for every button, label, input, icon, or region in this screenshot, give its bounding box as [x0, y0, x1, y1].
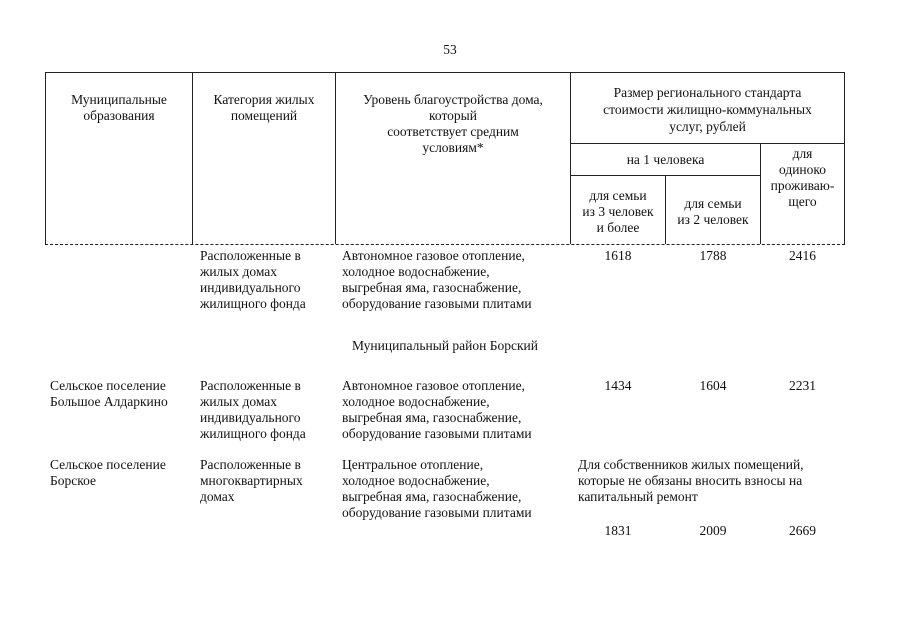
row-category: Расположенные в многоквартирных домах — [200, 457, 303, 504]
row-value-family2: 2009 — [699, 523, 727, 538]
row-municipal: Сельское поселение Большое Алдаркино — [50, 378, 168, 409]
row-value-single: 2231 — [789, 378, 816, 393]
header-municipal: Муниципальные образования — [71, 92, 167, 123]
row-value-family3: 1618 — [604, 248, 632, 263]
row-category: Расположенные в жилых домах индивидуального жилищного фонда — [200, 378, 306, 441]
page-number: 53 — [443, 42, 457, 57]
row-value-family3: 1434 — [604, 378, 632, 393]
row-level: Центральное отопление, холодное водоснабжение, выгребная яма, газоснабжение, оборудование газовыми плитами — [342, 457, 532, 520]
row-value-family2: 1604 — [699, 378, 727, 393]
row-note: Для собственников жилых помещений, которые не обязаны вносить взносы на капитальный ремонт — [578, 457, 804, 504]
header-per-person: на 1 человека — [626, 152, 705, 167]
row-value-family2: 1788 — [699, 248, 727, 263]
header-family2: для семьи из 2 человек — [677, 196, 749, 227]
header-single: для одиноко проживаю- щего — [770, 146, 835, 209]
row-municipal: Сельское поселение Борское — [50, 457, 166, 488]
row-category: Расположенные в жилых домах индивидуального жилищного фонда — [200, 248, 306, 311]
header-family3: для семьи из 3 человек и более — [582, 188, 654, 235]
row-value-family3: 1831 — [604, 523, 632, 538]
row-level: Автономное газовое отопление, холодное водоснабжение, выгребная яма, газоснабжение, оборудование газовыми плитами — [342, 378, 532, 441]
header-level: Уровень благоустройства дома, который соответствует средним условиям* — [363, 92, 543, 155]
row-value-single: 2669 — [789, 523, 816, 538]
row-level: Автономное газовое отопление, холодное водоснабжение, выгребная яма, газоснабжение, оборудование газовыми плитами — [342, 248, 532, 311]
header-category: Категория жилых помещений — [213, 92, 315, 123]
header-size: Размер регионального стандарта стоимости жилищно-коммунальных услуг, рублей — [603, 85, 812, 134]
section-title: Муниципальный район Борский — [351, 338, 538, 353]
row-value-single: 2416 — [789, 248, 816, 263]
